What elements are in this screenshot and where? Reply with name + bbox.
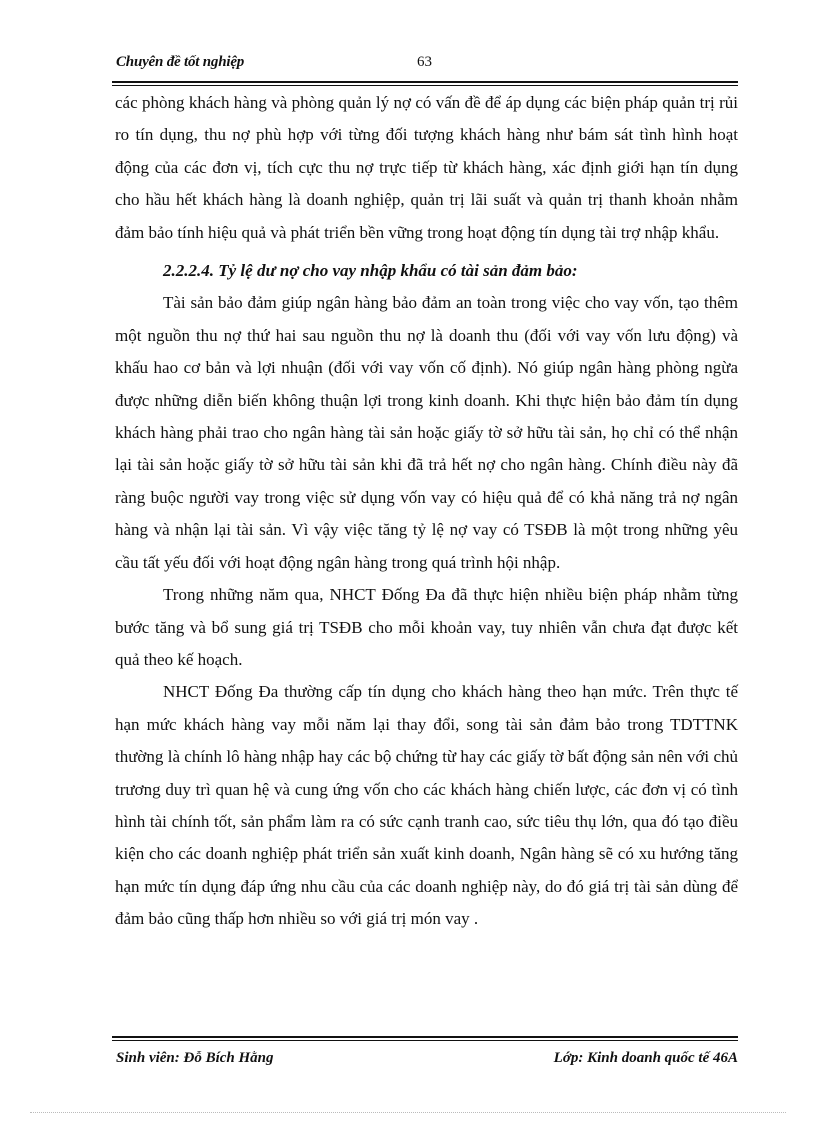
page-footer [112,1050,738,1070]
section-heading: 2.2.2.4. Tỷ lệ dư nợ cho vay nhập khẩu có tài sản đảm bảo: [163,261,578,281]
paragraph-1: các phòng khách hàng và phòng quản lý nợ có vấn đề để áp dụng các biện pháp quản trị rủi ro tín dụng, thu nợ phù hợp với từng đối tượng khách hàng như bám sát tình hình hoạt động của các đơn vị, tích cực thu nợ trực tiếp từ khách hàng, xác định giới hạn tín dụng cho hầu hết khách hàng là doanh nghiệp, quản trị lãi suất và quản trị thanh khoản nhằm đảm bảo tính hiệu quả và phát triển bền vững trong hoạt động tín dụng tài trợ nhập khẩu. [115,93,738,242]
footer-rule [112,1036,738,1041]
paragraph-4: NHCT Đống Đa thường cấp tín dụng cho khách hàng theo hạn mức. Trên thực tế hạn mức khách hàng vay mỗi năm lại thay đổi, song tài sản đảm bảo trong TDTTNK thường là chính lô hàng nhập hay các bộ chứng từ hay các giấy tờ bất động sản nên với chủ trương duy trì quan hệ và cung ứng vốn cho các khách hàng chiến lược, các đơn vị có tình hình tài chính tốt, sản phẩm làm ra có sức cạnh tranh cao, sức tiêu thụ lớn, qua đó tạo điều kiện cho các doanh nghiệp phát triển sản xuất kinh doanh, Ngân hàng sẽ có xu hướng tăng hạn mức tín dụng đáp ứng nhu cầu của các doanh nghiệp này, do đó giá trị tài sản dùng để đảm bảo cũng thấp hơn nhiều so với giá trị món vay . [115,682,738,929]
header-rule [112,81,738,86]
page-bottom-border [30,1112,786,1113]
page-header [112,54,738,74]
paragraph-2: Tài sản bảo đảm giúp ngân hàng bảo đảm an toàn trong việc cho vay vốn, tạo thêm một nguồn thu nợ thứ hai sau nguồn thu nợ là doanh thu (đối với vay vốn lưu động) và khấu hao cơ bản và lợi nhuận (đối với vay vốn cố định). Nó giúp ngân hàng phòng ngừa được những diễn biến không thuận lợi trong kinh doanh. Khi thực hiện bảo đảm tín dụng khách hàng phải trao cho ngân hàng tài sản hoặc giấy tờ sở hữu tài sản, họ chỉ có thể nhận lại tài sản hoặc giấy tờ sở hữu tài sản khi đã trả hết nợ cho ngân hàng. Chính điều này đã ràng buộc người vay trong việc sử dụng vốn vay có hiệu quả để có khả năng trả nợ ngân hàng và nhận lại tài sản. Vì vậy việc tăng tỷ lệ nợ vay có TSĐB là một trong những yêu cầu tất yếu đối với hoạt động ngân hàng trong quá trình hội nhập. [115,293,738,572]
page-number: 63 [417,54,432,70]
student-name: Sinh viên: Đỗ Bích Hằng [116,1050,274,1066]
page-body [115,87,738,936]
document-title: Chuyên đề tốt nghiệp [116,54,245,70]
class-name: Lớp: Kinh doanh quốc tế 46A [553,1050,738,1066]
paragraph-3: Trong những năm qua, NHCT Đống Đa đã thực hiện nhiều biện pháp nhằm từng bước tăng và bổ sung giá trị TSĐB cho mỗi khoản vay, tuy nhiên vẫn chưa đạt được kết quả theo kế hoạch. [115,585,738,669]
